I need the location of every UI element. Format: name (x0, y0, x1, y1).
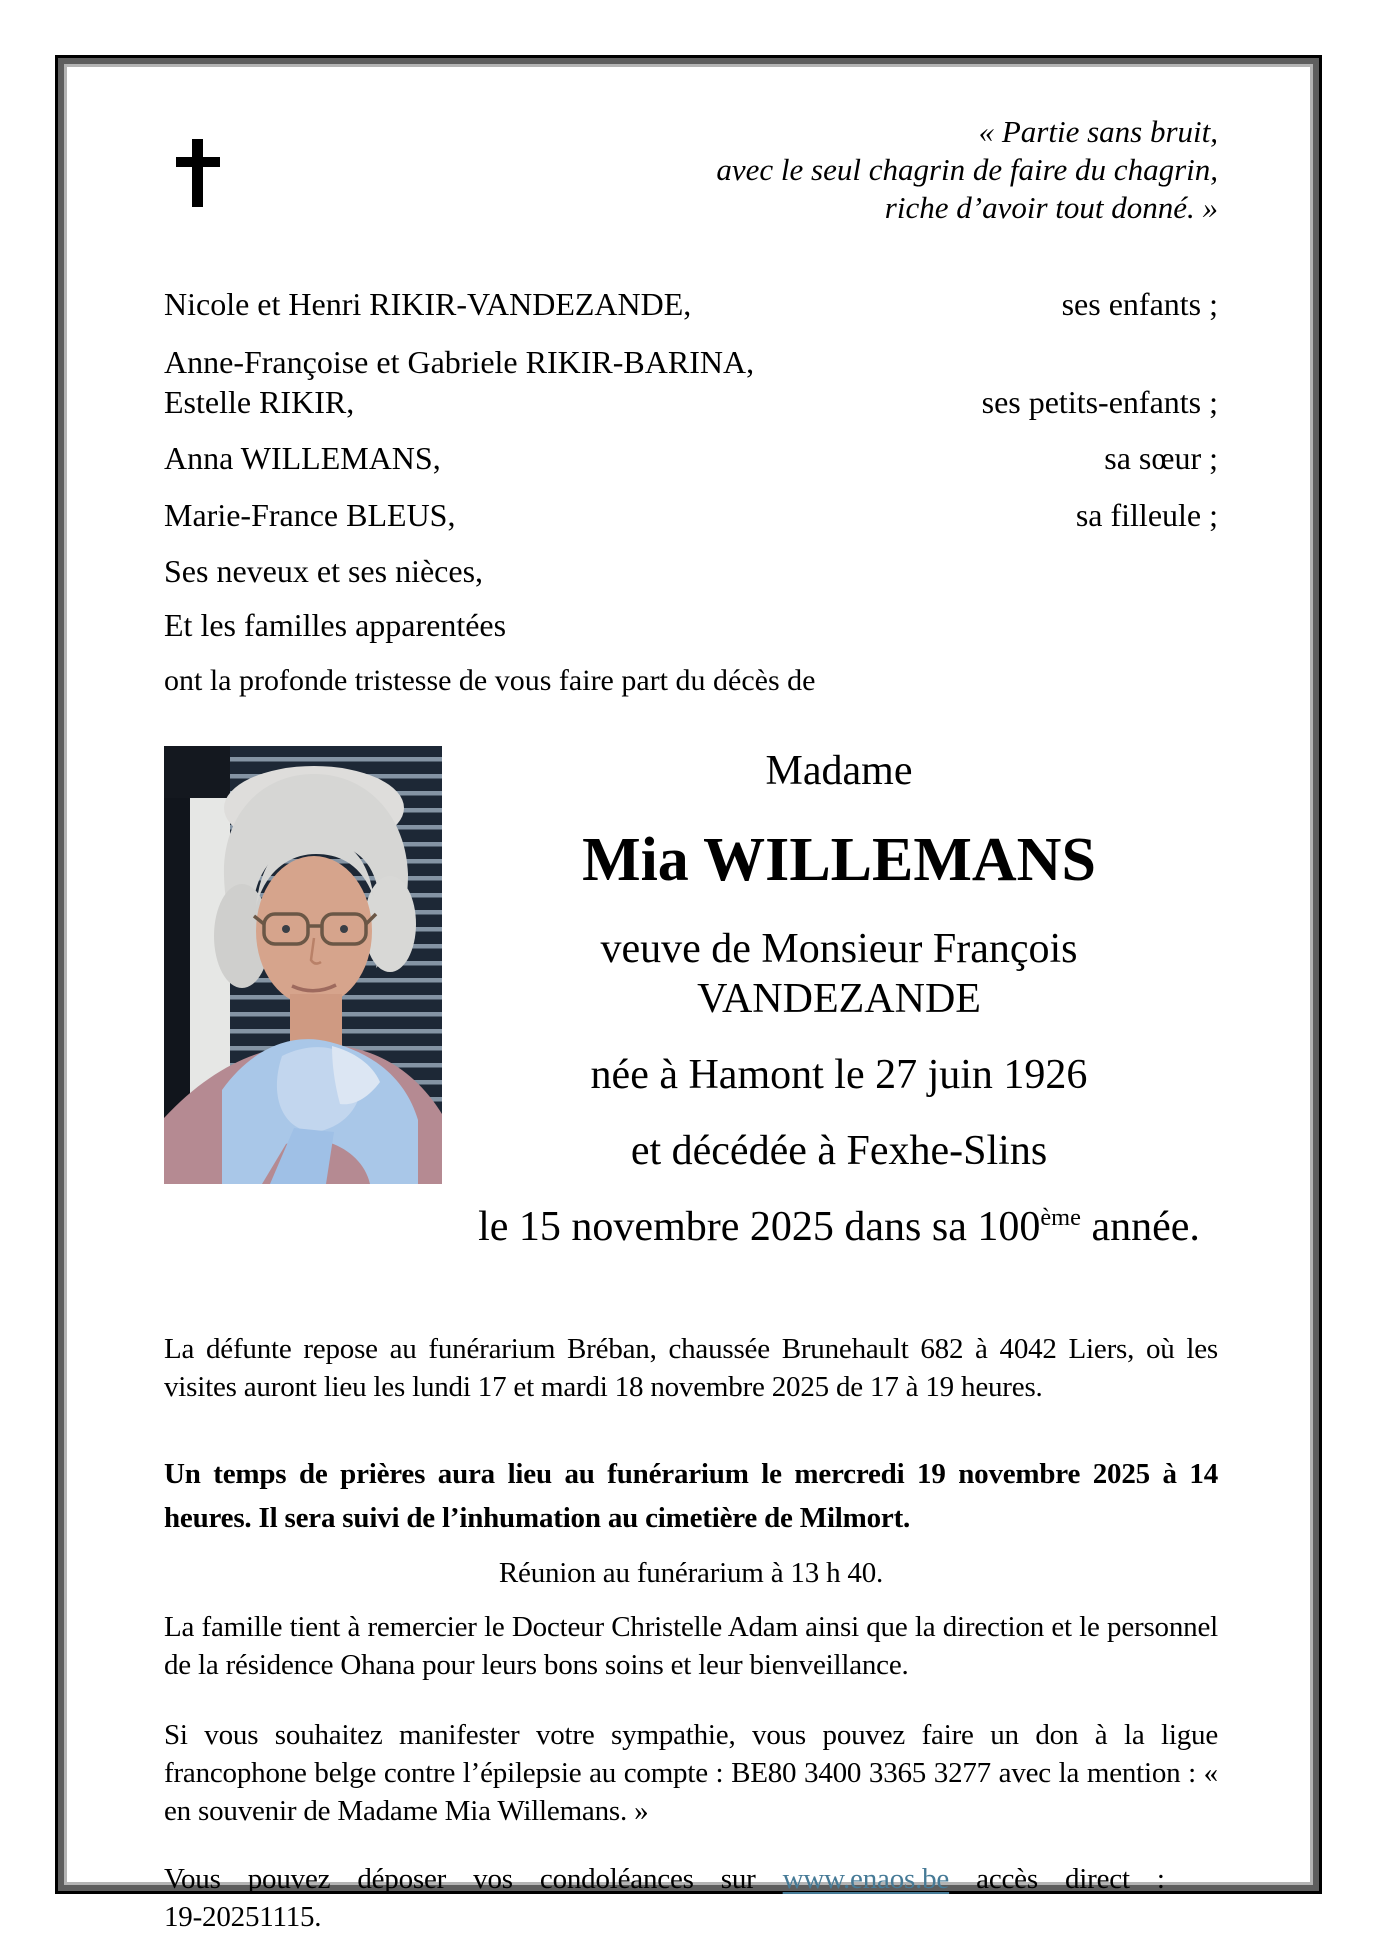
paragraph-meeting: Réunion au funérarium à 13 h 40. (498, 1557, 884, 1589)
condolences-suffix: accès direct : (949, 1863, 1165, 1895)
condolences-prefix: Vous pouvez déposer vos condoléances sur (164, 1863, 783, 1895)
family-row (164, 284, 1218, 324)
family-name: Ses neveux et ses nièces, (164, 553, 484, 589)
family-relation: ses enfants ; (1061, 286, 1218, 322)
paragraph-donation: Si vous souhaitez manifester votre sympathie, vous pouvez faire un don à la ligue francophone belge contre l’épilepsie au compte : BE80 3400 3365 3277 avec la mention : « en souvenir de Madame Mia Willemans. » (164, 1719, 1218, 1827)
deceased-name: Mia WILLEMANS (582, 826, 1096, 894)
family-row (164, 495, 1218, 535)
family-name: Nicole et Henri RIKIR-VANDEZANDE, (164, 286, 692, 322)
family-relation: sa filleule ; (1075, 497, 1218, 533)
deceased-section (164, 746, 1218, 1278)
family-name: Et les familles apparentées (164, 607, 507, 643)
deceased-identity (442, 746, 1218, 1278)
ordinal-superscript: ème (1040, 1204, 1081, 1231)
paragraph-repose: La défunte repose au funérarium Bréban, chaussée Brunehault 682 à 4042 Liers, où les visites auront lieu les lundi 17 et mardi 18 novembre 2025 de 17 à 19 heures. (164, 1333, 1218, 1403)
condolences-reference: 19-20251115. (164, 1901, 322, 1933)
family-name: Anne-Françoise et Gabriele RIKIR-BARINA, (164, 344, 755, 380)
widow-line: veuve de Monsieur François VANDEZANDE (600, 926, 1078, 1022)
family-row (164, 551, 1218, 591)
family-relation: sa sœur ; (1104, 440, 1218, 476)
portrait-photo (164, 746, 442, 1184)
announcement-intro: ont la profonde tristesse de vous faire part du décès de (164, 664, 816, 697)
family-relation: ses petits-enfants ; (981, 384, 1218, 420)
quote-line: « Partie sans bruit, (978, 114, 1218, 149)
death-date-line: le 15 novembre 2025 dans sa 100ème année. (478, 1204, 1200, 1250)
opening-quote (164, 113, 1218, 227)
cross-icon (176, 139, 220, 207)
family-name: Marie-France BLEUS, (164, 497, 456, 533)
deceased-title: Madame (765, 748, 913, 794)
family-row (164, 342, 1218, 382)
family-list (164, 284, 1218, 701)
death-place-line: et décédée à Fexhe-Slins (630, 1128, 1048, 1174)
family-row (164, 382, 1218, 422)
family-name: Estelle RIKIR, (164, 384, 355, 420)
quote-line: riche d’avoir tout donné. » (884, 190, 1218, 225)
enaos-link[interactable]: www.enaos.be (782, 1863, 950, 1895)
family-row (164, 438, 1218, 478)
family-row (164, 605, 1218, 645)
quote-line: avec le seul chagrin de faire du chagrin, (716, 152, 1218, 187)
birth-line: née à Hamont le 27 juin 1926 (590, 1052, 1088, 1098)
paragraph-condolences (164, 1860, 1218, 1936)
paragraph-thanks: La famille tient à remercier le Docteur Christelle Adam ainsi que la direction et le personnel de la résidence Ohana pour leurs bons soins et leur bienveillance. (164, 1611, 1218, 1681)
document-frame (55, 55, 1322, 1933)
paragraph-prayer: Un temps de prières aura lieu au funérarium le mercredi 19 novembre 2025 à 14 heures. Il sera suivi de l’inhumation au cimetière de Milmort. (164, 1458, 1218, 1534)
family-name: Anna WILLEMANS, (164, 440, 441, 476)
